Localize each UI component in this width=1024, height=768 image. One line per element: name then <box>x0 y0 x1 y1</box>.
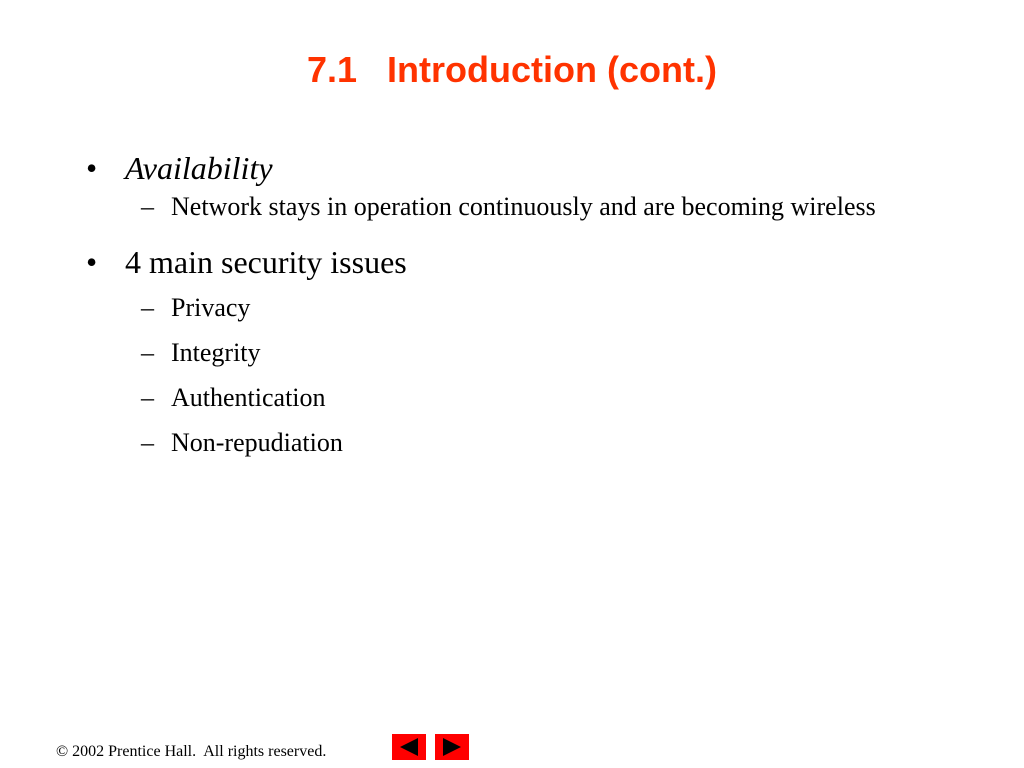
triangle-right-icon <box>435 734 469 760</box>
bullet-item <box>86 242 946 282</box>
bullet-marker: • <box>86 244 98 280</box>
previous-slide-button[interactable] <box>392 734 426 760</box>
sub-bullet-text: Integrity <box>171 338 261 367</box>
bullet-list <box>86 148 946 462</box>
bullet-item <box>86 148 946 188</box>
dash-marker: – <box>141 293 154 322</box>
bullet-text: Availability <box>125 150 273 186</box>
dash-marker: – <box>141 383 154 412</box>
sub-bullet-text: Non-repudiation <box>171 428 343 457</box>
slide-title: 7.1 Introduction (cont.) <box>307 49 717 90</box>
sub-bullet-text: Network stays in operation continuously and are becoming wireless <box>171 192 876 221</box>
sub-bullet-item <box>86 424 946 462</box>
copyright-symbol: © <box>56 743 69 760</box>
sub-bullet-item <box>86 188 946 226</box>
sub-bullet-item <box>86 289 946 327</box>
bullet-marker: • <box>86 150 98 186</box>
bullet-text: 4 main security issues <box>125 244 407 280</box>
dash-marker: – <box>141 338 154 367</box>
dash-marker: – <box>141 428 154 457</box>
triangle-left-icon <box>392 734 426 760</box>
sub-bullet-text: Privacy <box>171 293 251 322</box>
dash-marker: – <box>141 192 154 221</box>
sub-bullet-item <box>86 334 946 372</box>
next-slide-button[interactable] <box>435 734 469 760</box>
sub-bullet-text: Authentication <box>171 383 326 412</box>
sub-bullet-item <box>86 379 946 417</box>
copyright-footer <box>56 742 326 762</box>
copyright-text: 2002 Prentice Hall. All rights reserved. <box>68 743 327 760</box>
